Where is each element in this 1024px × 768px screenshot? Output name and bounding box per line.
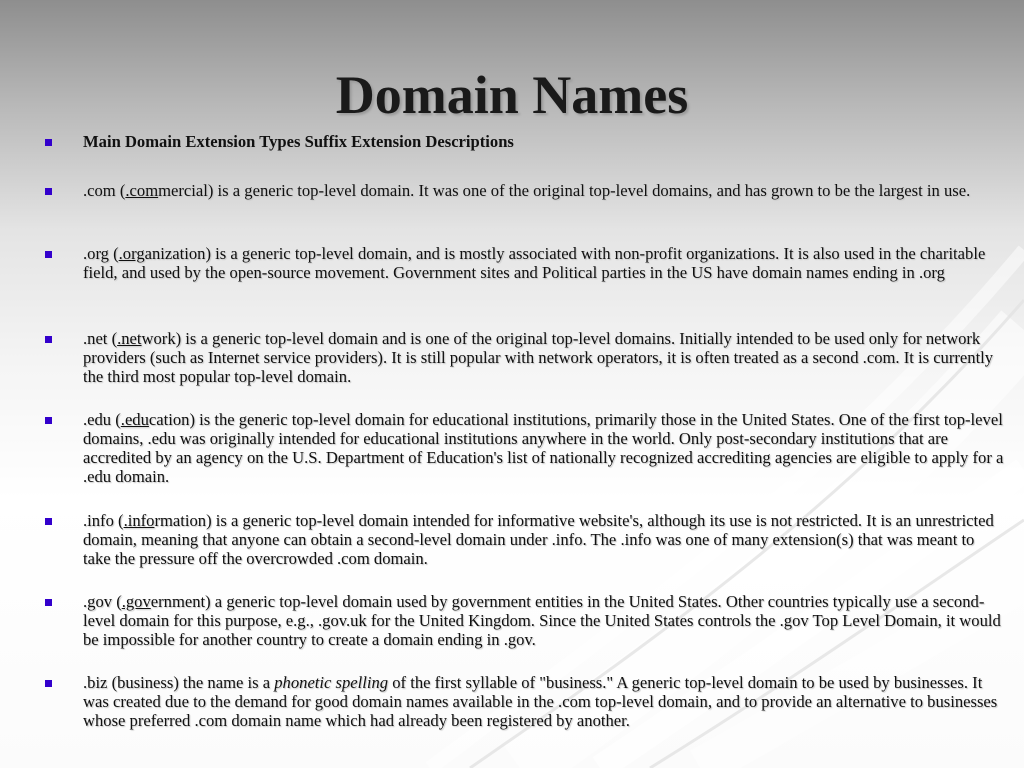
- slide-title: Domain Names: [335, 65, 689, 125]
- item-prefix: .org (: [83, 244, 119, 263]
- bullet-square-icon: [45, 417, 52, 424]
- item-prefix: .gov (: [83, 592, 122, 611]
- bullet-square-icon: [45, 139, 52, 146]
- item-text: mercial) is a generic top-level domain. It was one of the original top-level domains, and has grown to be the largest in use.: [158, 181, 971, 200]
- item-text: anization) is a generic top-level domain, and is mostly associated with non-profit organizations. It is also used in the charitable field, and used by the open-source movement. Government sites and Political parties in the US have domain names ending in .org: [83, 244, 986, 282]
- list-item-biz: [44, 673, 1004, 730]
- link-info[interactable]: .info: [123, 511, 155, 530]
- list-item-info: [44, 511, 1004, 568]
- item-text: of the first syllable of "business." A generic top-level domain to be used by businesses. It was created due to the demand for good domain names available in the .com top-level domain, and to provide an alternative to businesses whose preferred .com domain name which had already been registered by another.: [83, 673, 998, 730]
- item-prefix: .edu (: [83, 410, 121, 429]
- bullet-square-icon: [45, 251, 52, 258]
- item-text: ernment) a generic top-level domain used by government entities in the United States. Other countries typically use a second-level domain for this purpose, e.g., .gov.uk for the United Kingdom. Since the United States controls the .gov Top Level Domain, it would be impossible for another country to create a domain ending in .gov.: [83, 592, 1001, 649]
- list-item-net: [44, 329, 1004, 386]
- link-com[interactable]: .com: [125, 181, 159, 200]
- item-text: cation) is the generic top-level domain for educational institutions, primarily those in the United States. One of the first top-level domains, .edu was originally intended for educational institutions anywhere in the world. Only post-secondary institutions that are accredited by an agency on the U.S. Department of Education's list of nationally recognized accrediting agencies are eligible to apply for a .edu domain.: [83, 410, 1004, 486]
- link-edu[interactable]: .edu: [120, 410, 149, 429]
- item-text: work) is a generic top-level domain and is one of the original top-level domains. Initially intended to be used only for network providers (such as Internet service providers). It is still popular with network operators, it is often treated as a second .com. It is currently the third most popular top-level domain.: [83, 329, 994, 386]
- list-heading-text: Main Domain Extension Types Suffix Extension Descriptions: [83, 132, 514, 151]
- bullet-square-icon: [45, 518, 52, 525]
- item-prefix: .info (: [83, 511, 124, 530]
- bullet-square-icon: [45, 188, 52, 195]
- bullet-square-icon: [45, 336, 52, 343]
- link-org[interactable]: .org: [118, 244, 145, 263]
- item-text: rmation) is a generic top-level domain intended for informative website's, although its use is not restricted. It is an unrestricted domain, meaning that anyone can obtain a second-level domain under .info. The .info was one of many extension(s) that was meant to take the pressure off the overcrowded .com domain.: [83, 511, 994, 568]
- link-net[interactable]: .net: [117, 329, 142, 348]
- link-gov[interactable]: .gov: [121, 592, 151, 611]
- item-prefix: .com (: [83, 181, 126, 200]
- list-item-header: [44, 132, 1004, 151]
- list-item-org: [44, 244, 1004, 282]
- emphasis-phonetic-spelling: phonetic spelling: [274, 673, 389, 692]
- item-prefix: .net (: [83, 329, 118, 348]
- bullet-square-icon: [45, 680, 52, 687]
- list-item-com: [44, 181, 1004, 200]
- list-item-edu: [44, 410, 1004, 486]
- bullet-square-icon: [45, 599, 52, 606]
- item-prefix: .biz (business) the name is a: [83, 673, 275, 692]
- list-item-gov: [44, 592, 1004, 649]
